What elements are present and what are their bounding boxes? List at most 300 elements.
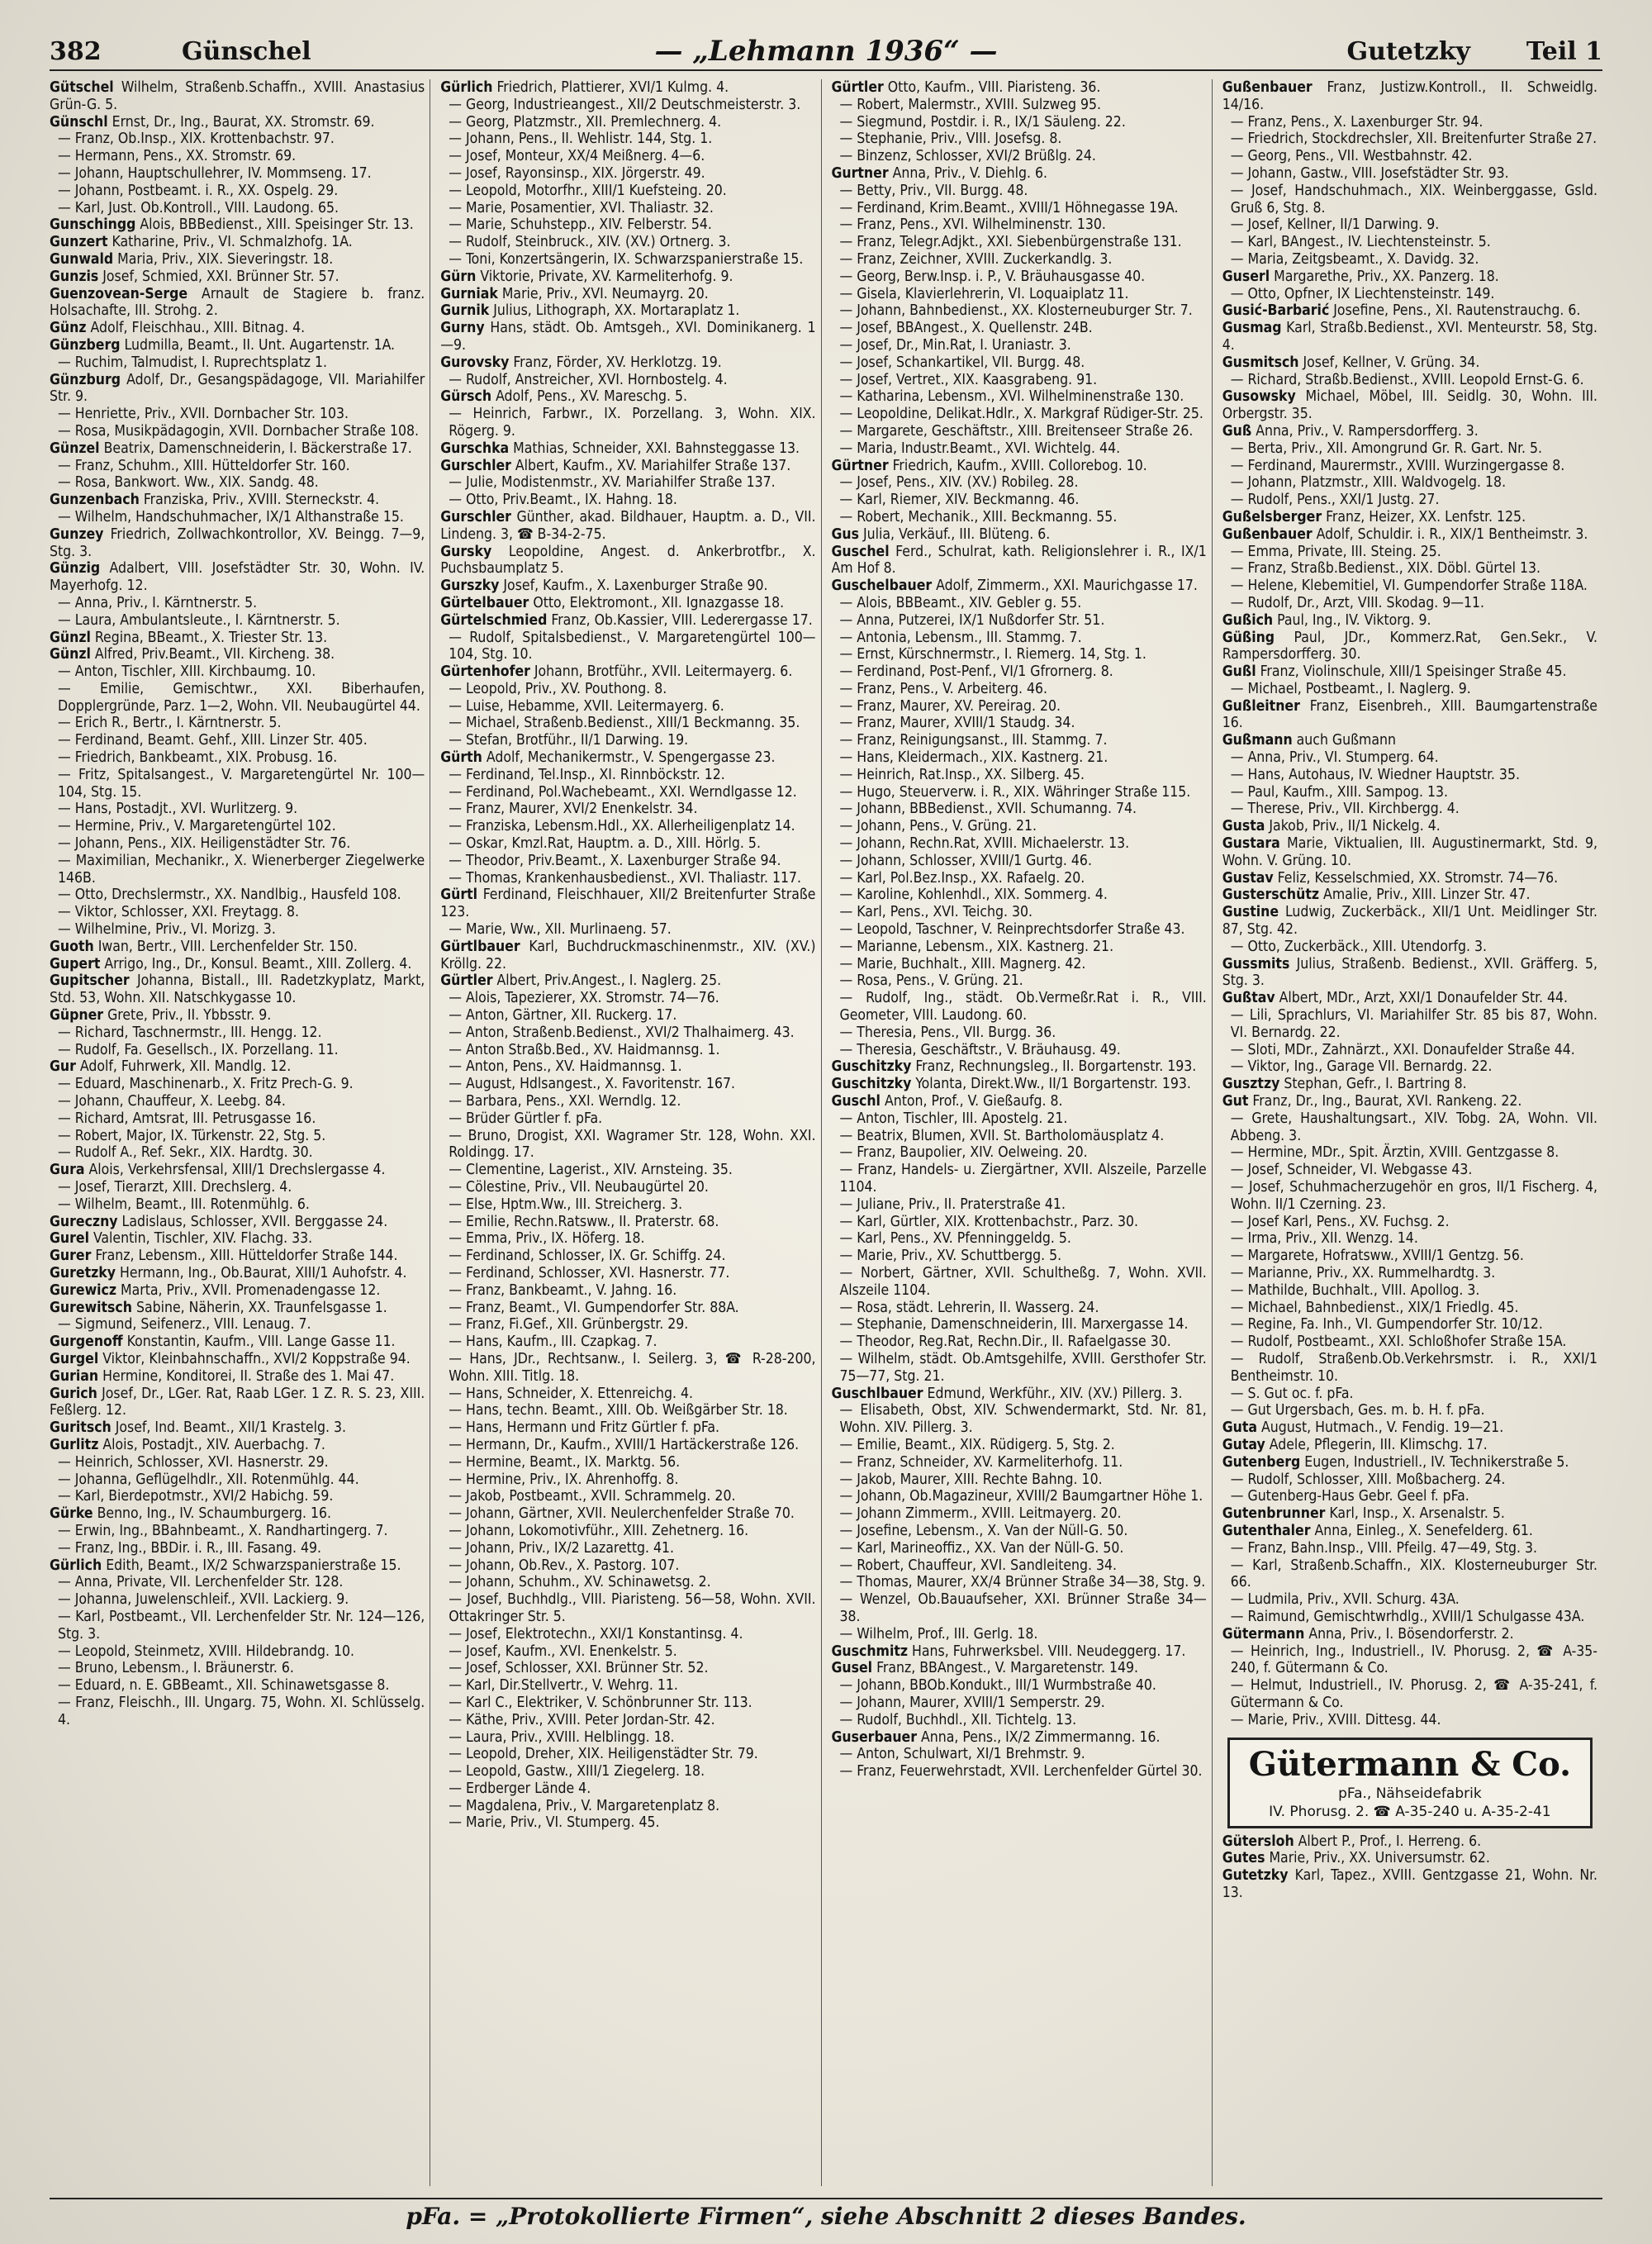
directory-entry	[50, 1334, 425, 1351]
directory-entry	[1222, 1402, 1597, 1419]
directory-entry	[50, 1660, 425, 1677]
directory-entry	[832, 440, 1207, 458]
entry-details: — Leopold, Priv., XV. Pouthong. 8.	[449, 680, 667, 697]
directory-entry	[440, 921, 815, 939]
entry-details: — Maria, Industr.Beamt., XVI. Wichtelg. 44.	[839, 440, 1121, 457]
directory-entry	[440, 509, 815, 544]
directory-entry	[832, 1729, 1207, 1747]
entry-details: — Marie, Priv., XV. Schuttbergg. 5.	[839, 1248, 1062, 1265]
directory-entry	[1222, 234, 1597, 251]
entry-surname: Günz	[50, 320, 87, 337]
directory-entry	[440, 1042, 815, 1059]
entry-details: — Ruchim, Talmudist, I. Ruprechtsplatz 1.	[58, 354, 328, 371]
entry-details: Paul, Ing., IV. Viktorg. 9.	[1277, 611, 1431, 629]
entry-details: — Karl, Riemer, XIV. Beckmanng. 46.	[839, 492, 1080, 509]
entry-details: — Hermine, Priv., IX. Ahrenhoffg. 8.	[449, 1471, 679, 1488]
directory-entry	[440, 1557, 815, 1575]
directory-entry	[1222, 251, 1597, 269]
entry-details: auch Gußmann	[1296, 732, 1396, 749]
directory-entry	[50, 251, 425, 269]
entry-details: — Hans, Postadjt., XVI. Wurlitzerg. 9.	[58, 801, 298, 818]
entry-details: — Franz, Reinigungsanst., III. Stammg. 7.	[839, 732, 1108, 749]
entry-details: — Stefan, Brotführ., II/1 Darwing. 19.	[449, 732, 689, 749]
entry-details: — Helmut, Industriell., IV. Phorusg. 2, ☎ A-35-241, f. Gütermann & Co.	[1230, 1677, 1597, 1711]
right-keyword: Gutetzky	[1346, 36, 1470, 66]
left-keyword: Günschel	[182, 36, 311, 66]
entry-surname: Gurtner	[831, 164, 889, 182]
entry-surname: Gureczny	[50, 1213, 118, 1230]
entry-details: Adalbert, VIII. Josefstädter Str. 30, Wohn. IV. Mayerhofg. 12.	[50, 560, 425, 595]
directory-entry	[1222, 1867, 1597, 1902]
entry-details: Julius, Straßenb. Bedienst., XVII. Gräfferg. 5, Stg. 3.	[1222, 955, 1598, 990]
directory-entry	[50, 286, 425, 321]
directory-entry	[440, 1007, 815, 1025]
directory-entry	[832, 97, 1207, 114]
entry-surname: Gusta	[1222, 818, 1265, 835]
entry-details: — Josef, Pens., XIV. (XV.) Robileg. 28.	[839, 474, 1079, 492]
entry-details: Anna, Priv., I. Bösendorferstr. 2.	[1308, 1625, 1514, 1643]
entry-details: Friedrich, Kaufm., XVIII. Collorebog. 10.	[892, 457, 1147, 474]
entry-details: — Johann, Pens., XIX. Heiligenstädter Str. 76.	[58, 835, 351, 853]
directory-entry	[440, 474, 815, 492]
entry-details: — August, Hdlsangest., X. Favoritenstr. 167.	[449, 1076, 735, 1093]
entry-details: — Otto, Zuckerbäck., XIII. Utendorfg. 3.	[1230, 938, 1488, 955]
directory-entry	[440, 269, 815, 286]
directory-entry	[50, 216, 425, 234]
directory-entry	[832, 1660, 1207, 1677]
entry-details: — Margarete, Hofratsww., XVIII/1 Gentzg. 56.	[1230, 1248, 1524, 1265]
directory-entry	[50, 715, 425, 732]
entry-details: — Toni, Konzertsängerin, IX. Schwarzspanierstraße 15.	[449, 250, 804, 268]
entry-surname: Gußmann	[1222, 732, 1293, 749]
directory-entry	[50, 835, 425, 853]
entry-details: — Gisela, Klavierlehrerin, VI. Loquaiplatz 11.	[839, 285, 1129, 302]
entry-details: Franz, Heizer, XX. Lenfstr. 125.	[1326, 508, 1526, 525]
entry-details: — Franz, Maurer, XVIII/1 Staudg. 34.	[839, 715, 1075, 732]
entry-surname: Günschl	[50, 113, 108, 131]
directory-entry	[1222, 286, 1597, 303]
entry-details: — Else, Hptm.Ww., III. Streicherg. 3.	[449, 1196, 683, 1213]
directory-entry	[440, 887, 815, 921]
entry-surname: Gurewicz	[50, 1281, 117, 1299]
entry-details: — Wilhelm, städt. Ob.Amtsgehilfe, XVIII. Gersthofer Str. 75—77, Stg. 21.	[839, 1350, 1207, 1385]
entry-details: — Karl, Pens., XVI. Teichg. 30.	[839, 904, 1033, 921]
entry-details: — Otto, Priv.Beamt., IX. Hahng. 18.	[449, 492, 677, 509]
directory-entry	[440, 663, 815, 681]
entry-details: — Marie, Buchhalt., XIII. Magnerg. 42.	[839, 955, 1086, 972]
directory-entry	[440, 1248, 815, 1265]
entry-details: — Wilhelmine, Priv., VI. Morizg. 3.	[58, 921, 276, 939]
entry-details: — Hans, Kleidermach., XIX. Kastnerg. 21.	[839, 749, 1108, 767]
entry-details: — Johann, Schuhm., XV. Schinawetsg. 2.	[449, 1574, 711, 1591]
directory-entry	[440, 97, 815, 114]
entry-details: — Hans, techn. Beamt., XIII. Ob. Weißgärber Str. 18.	[449, 1402, 788, 1419]
entry-surname: Gutay	[1222, 1436, 1265, 1453]
entry-surname: Gurnik	[440, 302, 490, 320]
entry-details: — Rudolf, Fa. Gesellsch., IX. Porzellang. 11.	[58, 1041, 339, 1058]
entry-details: — Karl C., Elektriker, V. Schönbrunner Str. 113.	[449, 1694, 752, 1711]
entry-details: — Leopold, Gastw., XIII/1 Ziegelerg. 18.	[449, 1763, 705, 1780]
directory-entry	[440, 131, 815, 148]
entry-details: Otto, Elektromont., XII. Ignazgasse 18.	[533, 594, 785, 611]
directory-entry	[50, 1248, 425, 1265]
entry-details: Franz, Violinschule, XIII/1 Speisinger Straße 45.	[1260, 663, 1567, 681]
directory-entry	[440, 870, 815, 887]
entry-details: Viktor, Kleinbahnschaffn., XVI/2 Koppstraße 94.	[102, 1350, 411, 1367]
entry-details: — Richard, Amtsrat, III. Petrusgasse 16.	[58, 1110, 316, 1127]
entry-details: Arnault de Stagiere b. franz. Holsachafte, III. Strohg. 2.	[50, 285, 425, 320]
entry-details: — Hermann, Dr., Kaufm., XVIII/1 Hartäckerstraße 126.	[449, 1436, 800, 1453]
entry-details: — Franz, Pens., XVI. Wilhelminenstr. 130.	[839, 216, 1106, 234]
directory-entry	[1222, 1419, 1597, 1437]
entry-details: Friedrich, Plattierer, XVI/1 Kulmg. 4.	[496, 79, 729, 96]
entry-surname: Gurschler	[440, 508, 511, 525]
directory-entry	[832, 1437, 1207, 1454]
entry-details: Adolf, Zimmerm., XXI. Maurichgasse 17.	[936, 578, 1198, 595]
entry-details: Josef, Schmied, XXI. Brünner Str. 57.	[102, 268, 339, 285]
entry-details: — Ferdinand, Krim.Beamt., XVIII/1 Höhnegasse 19A.	[839, 199, 1179, 216]
directory-entry	[50, 767, 425, 801]
entry-details: — Ludmila, Priv., XVII. Schurg. 43A.	[1230, 1591, 1460, 1609]
directory-entry	[1222, 801, 1597, 818]
directory-entry	[832, 234, 1207, 251]
entry-surname: Gusztzy	[1222, 1076, 1280, 1093]
entry-details: — Therese, Priv., VII. Kirchbergg. 4.	[1230, 801, 1460, 818]
entry-details: — Rudolf, Steinbruck., XIV. (XV.) Ortnerg. 3.	[449, 234, 731, 251]
directory-entry	[440, 1643, 815, 1661]
entry-details: Ferdinand, Fleischhauer, XII/2 Breitenfurter Straße 123.	[440, 887, 816, 921]
entry-details: — Leopold, Dreher, XIX. Heiligenstädter Str. 79.	[449, 1746, 758, 1763]
entry-details: Franz, Eisenbreh., XIII. Baumgartenstraße 16.	[1222, 697, 1598, 732]
entry-surname: Gürtl	[440, 887, 478, 904]
directory-entry	[1222, 732, 1597, 749]
entry-details: — Leopoldine, Delikat.Hdlr., X. Markgraf Rüdiger-Str. 25.	[839, 406, 1203, 423]
directory-entry	[50, 423, 425, 440]
entry-details: — Theresia, Pens., VII. Burgg. 36.	[839, 1024, 1056, 1041]
entry-details: — Franz, Maurer, XV. Pereirag. 20.	[839, 697, 1061, 715]
entry-details: — Thomas, Krankenhausbedienst., XVI. Thaliastr. 117.	[449, 869, 802, 887]
directory-entry	[1222, 492, 1597, 509]
entry-details: — Anton, Tischler, XIII. Kirchbaumg. 10.	[58, 663, 316, 681]
entry-details: Franziska, Priv., XVIII. Sterneckstr. 4.	[143, 492, 380, 509]
entry-details: — Hermine, MDr., Spit. Ärztin, XVIII. Gentzgasse 8.	[1230, 1144, 1559, 1162]
entry-surname: Gunzey	[50, 525, 104, 543]
entry-details: — Johann, Maurer, XVIII/1 Semperstr. 29.	[839, 1694, 1105, 1711]
directory-entry	[832, 286, 1207, 303]
entry-details: Karl, Buchdruckmaschinenmstr., XIV. (XV.) Kröllg. 22.	[440, 938, 816, 972]
entry-details: — Georg, Berw.Insp. i. P., V. Bräuhausgasse 40.	[839, 268, 1146, 285]
entry-details: — Johanna, Juwelenschleif., XVII. Lackierg. 9.	[58, 1591, 349, 1609]
entry-details: — Robert, Chauffeur, XVI. Sandleiteng. 34.	[839, 1557, 1118, 1574]
directory-entry	[832, 474, 1207, 492]
directory-entry	[832, 1265, 1207, 1300]
entry-details: — Otto, Drechslermstr., XX. Nandlbig., Hausfeld 108.	[58, 887, 401, 904]
directory-entry	[50, 1316, 425, 1334]
entry-surname: Gut	[1222, 1093, 1249, 1110]
directory-entry	[50, 1471, 425, 1489]
directory-entry	[832, 354, 1207, 372]
entry-surname: Gürtler	[440, 972, 493, 990]
directory-entry	[440, 1334, 815, 1351]
directory-entry	[50, 1609, 425, 1643]
directory-entry	[50, 492, 425, 509]
entry-surname: Gutetzky	[1222, 1867, 1289, 1885]
directory-entry	[50, 526, 425, 561]
entry-details: — Emilie, Gemischtwr., XXI. Biberhaufen, Dopplergründe, Parz. 1—2, Wohn. VII. Neubaugürtel 44.	[58, 680, 425, 715]
entry-surname: Gurel	[50, 1230, 89, 1248]
directory-entry	[440, 835, 815, 853]
entry-details: — Bruno, Lebensm., I. Bräunerstr. 6.	[58, 1660, 294, 1677]
footer-note: pFa. = „Protokollierte Firmen“, siehe Abschnitt 2 dieses Bandes.	[406, 2202, 1246, 2230]
directory-entry	[440, 372, 815, 389]
entry-surname: Gürtenhofer	[440, 663, 530, 681]
entry-surname: Gürsch	[440, 388, 492, 406]
entry-surname: Gußl	[1222, 663, 1256, 681]
directory-entry	[1222, 767, 1597, 784]
directory-entry	[50, 560, 425, 595]
directory-entry	[832, 1042, 1207, 1059]
entry-details: — Grete, Haushaltungsart., XIV. Tobg. 2A, Wohn. VII. Abbeng. 3.	[1230, 1110, 1597, 1144]
directory-entry	[440, 853, 815, 870]
entry-details: — Rudolf, Ing., städt. Ob.Vermeßr.Rat i. R., VIII. Geometer, VIII. Laudong. 60.	[839, 990, 1207, 1025]
entry-details: — Erwin, Ing., BBahnbeamt., X. Randhartingerg. 7.	[58, 1522, 388, 1539]
directory-entry	[832, 114, 1207, 131]
entry-details: — Johann, Lokomotivführ., XIII. Zehetnerg. 16.	[449, 1522, 749, 1539]
entry-surname: Gunzenbach	[50, 492, 140, 509]
directory-entry	[832, 1214, 1207, 1231]
directory-entry	[50, 114, 425, 131]
directory-entry	[1222, 1282, 1597, 1300]
directory-entry	[50, 630, 425, 647]
directory-entry	[832, 887, 1207, 904]
directory-entry	[50, 1076, 425, 1093]
entry-details: — Johann, Gastw., VIII. Josefstädter Str. 93.	[1230, 164, 1509, 182]
directory-entry	[50, 939, 425, 956]
directory-entry	[832, 972, 1207, 990]
directory-entry	[50, 131, 425, 148]
entry-details: — Johann, Pens., V. Grüng. 21.	[839, 818, 1037, 835]
directory-entry	[1222, 698, 1597, 733]
directory-entry	[50, 1282, 425, 1300]
directory-entry	[1222, 183, 1597, 217]
directory-entry	[832, 1248, 1207, 1265]
directory-entry	[1222, 1386, 1597, 1403]
directory-entry	[440, 818, 815, 835]
entry-details: — Hans, Schneider, X. Ettenreichg. 4.	[449, 1385, 694, 1402]
directory-entry	[440, 1093, 815, 1110]
directory-entry	[440, 1128, 815, 1162]
entry-surname: Günzig	[50, 560, 101, 578]
directory-entry	[1222, 560, 1597, 578]
entry-details: Stephan, Gefr., I. Bartring 8.	[1284, 1076, 1467, 1093]
entry-details: — Josef, Schuhmacherzugehör en gros, II/1 Fischerg. 4, Wohn. II/1 Czerning. 23.	[1230, 1179, 1597, 1213]
entry-details: Hermine, Konditorei, II. Straße des 1. Mai 47.	[102, 1367, 395, 1385]
entry-surname: Gürtlbauer	[440, 938, 520, 955]
directory-entry	[50, 1214, 425, 1231]
entry-details: — Karl, Pol.Bez.Insp., XX. Rafaelg. 20.	[839, 869, 1085, 887]
directory-entry	[440, 79, 815, 97]
directory-entry	[50, 1386, 425, 1420]
entry-details: — Helene, Klebemitiel, VI. Gumpendorfer Straße 118A.	[1230, 578, 1588, 595]
entry-details: — Franz, Schneider, XV. Karmeliterhofg. 11.	[839, 1453, 1123, 1471]
entry-surname: Gurer	[50, 1248, 92, 1265]
entry-surname: Gusel	[831, 1660, 873, 1677]
directory-entry	[1222, 131, 1597, 148]
directory-entry	[1222, 1058, 1597, 1076]
entry-details: — Brüder Gürtler f. pFa.	[449, 1110, 603, 1127]
directory-entry	[440, 200, 815, 217]
entry-details: — Franziska, Lebensm.Hdl., XX. Allerheiligenplatz 14.	[449, 818, 795, 835]
directory-entry	[1222, 1437, 1597, 1454]
entry-details: Albert, Priv.Angest., I. Naglerg. 25.	[496, 972, 722, 990]
directory-entry	[832, 870, 1207, 887]
directory-entry	[832, 1025, 1207, 1042]
entry-details: — Franz, Pens., X. Laxenburger Str. 94.	[1230, 113, 1483, 131]
entry-surname: Gutenthaler	[1222, 1522, 1311, 1539]
entry-details: — Anna, Priv., VI. Stumperg. 64.	[1230, 749, 1439, 767]
entry-details: Karl, Tapez., XVIII. Gentzgasse 21, Wohn. Nr. 13.	[1222, 1867, 1598, 1901]
directory-entry	[440, 1591, 815, 1626]
entry-surname: Gupitscher	[50, 972, 130, 990]
entry-details: — Stephanie, Damenschneiderin, III. Marxergasse 14.	[839, 1316, 1189, 1334]
directory-entry	[832, 801, 1207, 818]
directory-entry	[832, 1574, 1207, 1591]
entry-details: — Johann Zimmerm., XVIII. Leitmayerg. 20.	[839, 1505, 1122, 1523]
directory-entry	[1222, 1076, 1597, 1093]
entry-details: Franz, Lebensm., XIII. Hütteldorfer Straße 144.	[95, 1248, 398, 1265]
entry-details: Franz, Förder, XV. Herklotzg. 19.	[513, 354, 722, 371]
directory-entry	[440, 1780, 815, 1798]
directory-entry	[440, 286, 815, 303]
entry-details: — Viktor, Ing., Garage VII. Bernardg. 22.	[1230, 1058, 1493, 1076]
entry-details: Amalie, Priv., XIII. Linzer Str. 47.	[1323, 887, 1531, 904]
directory-entry	[832, 612, 1207, 630]
entry-details: — Gut Urgersbach, Ges. m. b. H. f. pFa.	[1230, 1402, 1485, 1419]
entry-surname: Gürtner	[831, 457, 889, 474]
directory-entry	[1222, 354, 1597, 372]
directory-entry	[1222, 148, 1597, 165]
entry-details: Ladislaus, Schlosser, XVII. Berggasse 24.	[121, 1213, 388, 1230]
directory-entry	[440, 320, 815, 354]
directory-entry	[832, 904, 1207, 921]
entry-surname: Gurszky	[440, 578, 500, 595]
directory-entry	[1222, 1214, 1597, 1231]
directory-entry	[440, 1402, 815, 1419]
entry-surname: Guoth	[50, 938, 94, 955]
entry-details: Eugen, Industriell., IV. Technikerstraße 5.	[1304, 1453, 1569, 1471]
directory-entry	[440, 388, 815, 406]
page-header	[50, 33, 1602, 71]
entry-surname: Gurgenoff	[50, 1334, 123, 1351]
directory-entry	[1222, 1850, 1597, 1867]
directory-entry	[440, 114, 815, 131]
directory-entry	[440, 1523, 815, 1540]
entry-details: — Wilhelm, Prof., III. Gerlg. 18.	[839, 1625, 1038, 1643]
entry-details: Michael, Möbel, III. Seidlg. 30, Wohn. III. Orbergstr. 35.	[1222, 388, 1597, 423]
directory-entry	[1222, 1626, 1597, 1643]
entry-details: — Franz, Schuhm., XIII. Hütteldorfer Str. 160.	[58, 457, 350, 474]
entry-surname: Gunwald	[50, 250, 114, 268]
directory-entry	[50, 853, 425, 887]
directory-entry	[832, 939, 1207, 956]
entry-details: — Anna, Putzerei, IX/1 Nußdorfer Str. 51.	[839, 611, 1105, 629]
entry-details: — Rudolf, Anstreicher, XVI. Hornbostelg. 4.	[449, 371, 728, 388]
directory-entry	[1222, 595, 1597, 612]
directory-entry	[832, 1712, 1207, 1729]
entry-details: — Josef, Monteur, XX/4 Meißnerg. 4—6.	[449, 148, 705, 165]
directory-entry	[832, 544, 1207, 578]
directory-entry	[1222, 269, 1597, 286]
directory-entry	[50, 148, 425, 165]
directory-entry	[832, 732, 1207, 749]
directory-entry	[1222, 749, 1597, 767]
directory-entry	[440, 1386, 815, 1403]
directory-entry	[1222, 320, 1597, 354]
column-3	[832, 79, 1213, 2186]
directory-entry	[50, 320, 425, 337]
entry-surname: Gürtler	[831, 79, 884, 96]
directory-entry	[440, 1454, 815, 1471]
directory-entry	[440, 1660, 815, 1677]
entry-details: Karl, Straßb.Bedienst., XVI. Menteurstr. 58, Stg. 4.	[1222, 320, 1597, 354]
entry-details: — Rudolf, Straßenb.Ob.Verkehrsmstr. i. R., XXI/1 Bentheimstr. 10.	[1230, 1350, 1597, 1385]
entry-details: — Jakob, Maurer, XIII. Rechte Bahng. 10.	[839, 1471, 1103, 1488]
entry-details: — Alois, Tapezierer, XX. Stromstr. 74—76.	[449, 990, 719, 1007]
directory-entry	[1222, 578, 1597, 595]
directory-entry	[440, 767, 815, 784]
entry-details: Franz, Justizw.Kontroll., II. Schweidlg. 14/16.	[1222, 79, 1597, 113]
entry-details: Franz, Rechnungsleg., II. Borgartenstr. 193.	[915, 1058, 1197, 1076]
directory-entry	[1222, 1230, 1597, 1248]
entry-details: — Barbara, Pens., XXI. Werndlg. 12.	[449, 1093, 681, 1110]
entry-details: Adolf, Dr., Gesangspädagoge, VII. Mariahilfer Str. 9.	[50, 371, 425, 406]
directory-entry	[440, 732, 815, 749]
entry-details: — Juliane, Priv., II. Praterstraße 41.	[839, 1196, 1066, 1213]
entry-details: Alois, Verkehrsfensal, XIII/1 Drechslergasse 4.	[88, 1162, 386, 1179]
entry-details: — Binzenz, Schlosser, XVI/2 Brüßlg. 24.	[839, 148, 1096, 165]
entry-details: — Franz, Feuerwehrstadt, XVII. Lerchenfelder Gürtel 30.	[839, 1763, 1203, 1780]
entry-details: Paul, JDr., Kommerz.Rat, Gen.Sekr., V. Rampersdorfferg. 30.	[1222, 629, 1598, 663]
entry-details: — Johann, BBBedienst., XVII. Schumanng. 74.	[839, 801, 1137, 818]
entry-details: Benno, Ing., IV. Schaumburgerg. 16.	[97, 1505, 332, 1523]
directory-entry	[832, 1523, 1207, 1540]
entry-details: — Franz, Straßb.Bedienst., XIX. Döbl. Gürtel 13.	[1230, 560, 1540, 578]
directory-entry	[440, 1798, 815, 1815]
directory-entry	[832, 509, 1207, 526]
entry-details: — Clementine, Lagerist., XIV. Arnsteing. 35.	[449, 1162, 733, 1179]
entry-surname: Gürn	[440, 268, 477, 285]
entry-details: — Johann, Schlosser, XVIII/1 Gurtg. 46.	[839, 852, 1092, 869]
entry-details: — Karl, Dir.Stellvertr., V. Wehrg. 11.	[449, 1677, 678, 1695]
entry-surname: Gürth	[440, 749, 482, 767]
directory-entry	[440, 1179, 815, 1196]
directory-entry	[50, 1300, 425, 1317]
entry-surname: Guschelbauer	[831, 578, 933, 595]
entry-details: — Laura, Priv., XVIII. Helblingg. 18.	[449, 1728, 675, 1746]
directory-entry	[440, 715, 815, 732]
entry-details: — Eduard, Maschinenarb., X. Fritz Prech-G. 9.	[58, 1076, 354, 1093]
directory-entry	[1222, 458, 1597, 475]
entry-details: Josef, Ind. Beamt., XII/1 Krastelg. 3.	[115, 1419, 346, 1437]
entry-details: — Rosa, Musikpädagogin, XVII. Dornbacher Straße 108.	[58, 422, 420, 440]
entry-details: Edith, Beamt., IX/2 Schwarzspanierstraße 15.	[106, 1557, 401, 1574]
directory-entry	[50, 1025, 425, 1042]
directory-entry	[440, 1230, 815, 1248]
directory-entry	[50, 1093, 425, 1110]
directory-entry	[832, 1746, 1207, 1763]
entry-surname: Gutes	[1222, 1850, 1265, 1867]
entry-surname: Guritsch	[50, 1419, 112, 1437]
